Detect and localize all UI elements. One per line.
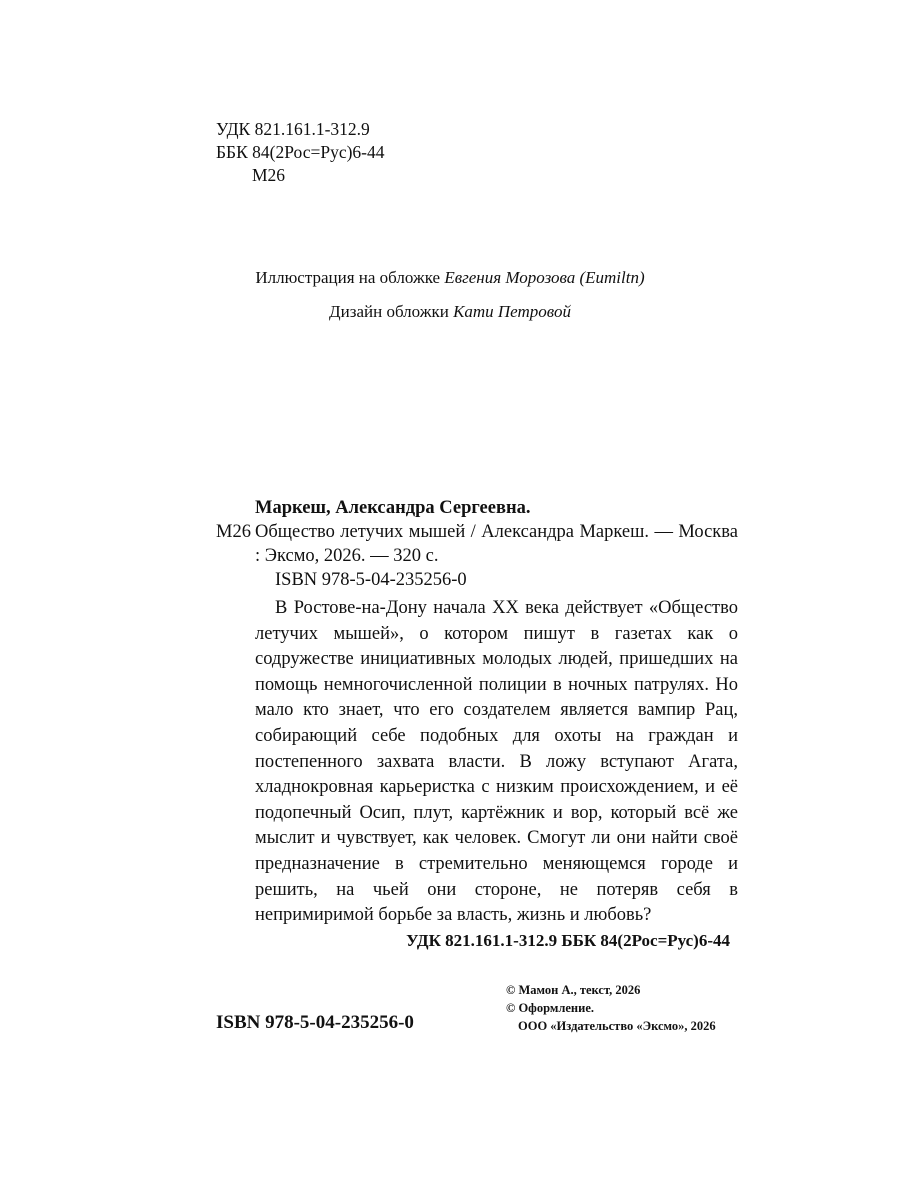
illustration-credit-prefix: Иллюстрация на обложке — [255, 268, 441, 287]
illustration-credit — [0, 268, 900, 288]
entry-bbk-code: ББК 84(2Рос=Рус)6-44 — [561, 930, 730, 950]
illustrator-name: Евгения Морозова (Eumiltn) — [444, 268, 645, 287]
entry-heading: Маркеш, Александра Сергеевна. — [255, 498, 531, 518]
design-credit-prefix: Дизайн обложки — [329, 302, 449, 321]
copyright-text: © Мамон А., текст, 2026 — [506, 983, 641, 997]
author-mark: М26 — [252, 165, 286, 185]
entry-isbn: ISBN 978-5-04-235256-0 — [275, 570, 467, 590]
catalog-entry — [216, 496, 738, 952]
copyright-block — [506, 981, 716, 1035]
udk-code: УДК 821.161.1-312.9 — [216, 119, 370, 139]
entry-author-mark: М26 — [216, 522, 251, 542]
annotation-text: В Ростове-на-Дону начала XX века действует «Общество летучих мышей», о котором пишут в газетах как о содружестве инициативных молодых людей, пришедших на помощь немногочисленной полиции в ночных патрулях. Но мало кто знает, что его создателем является вампир Рац, собирающий себе подобных для охоты на граждан и постепенного захвата власти. В ложу вступают Агата, хладнокровная карьеристка с низким происхождением, и её подопечный Осип, плут, картёжник и вор, который всё же мыслит и чувствует, как человек. Смогут ли они найти своё предназначение в стремительно меняющемся городе и решить, на чьей они стороне, не потеряв себя в непримиримой борьбе за власть, жизнь и любовь? — [255, 598, 738, 926]
classification-codes-top — [216, 118, 385, 187]
entry-classification-codes — [216, 929, 738, 952]
copyright-design: © Оформление. — [506, 1001, 595, 1015]
copyright-publisher: ООО «Издательство «Эксмо», 2026 — [518, 1019, 716, 1033]
designer-name: Кати Петровой — [453, 302, 571, 321]
entry-bibliographic-description: Общество летучих мышей / Александра Маркеш. — Москва : Эксмо, 2026. — 320 с. — [255, 522, 738, 566]
isbn-bottom: ISBN 978-5-04-235256-0 — [216, 1012, 414, 1033]
entry-udk-code: УДК 821.161.1-312.9 — [406, 930, 558, 950]
design-credit — [0, 302, 900, 322]
bbk-code: ББК 84(2Рос=Рус)6-44 — [216, 142, 385, 162]
entry-bibliographic-row — [216, 520, 738, 568]
